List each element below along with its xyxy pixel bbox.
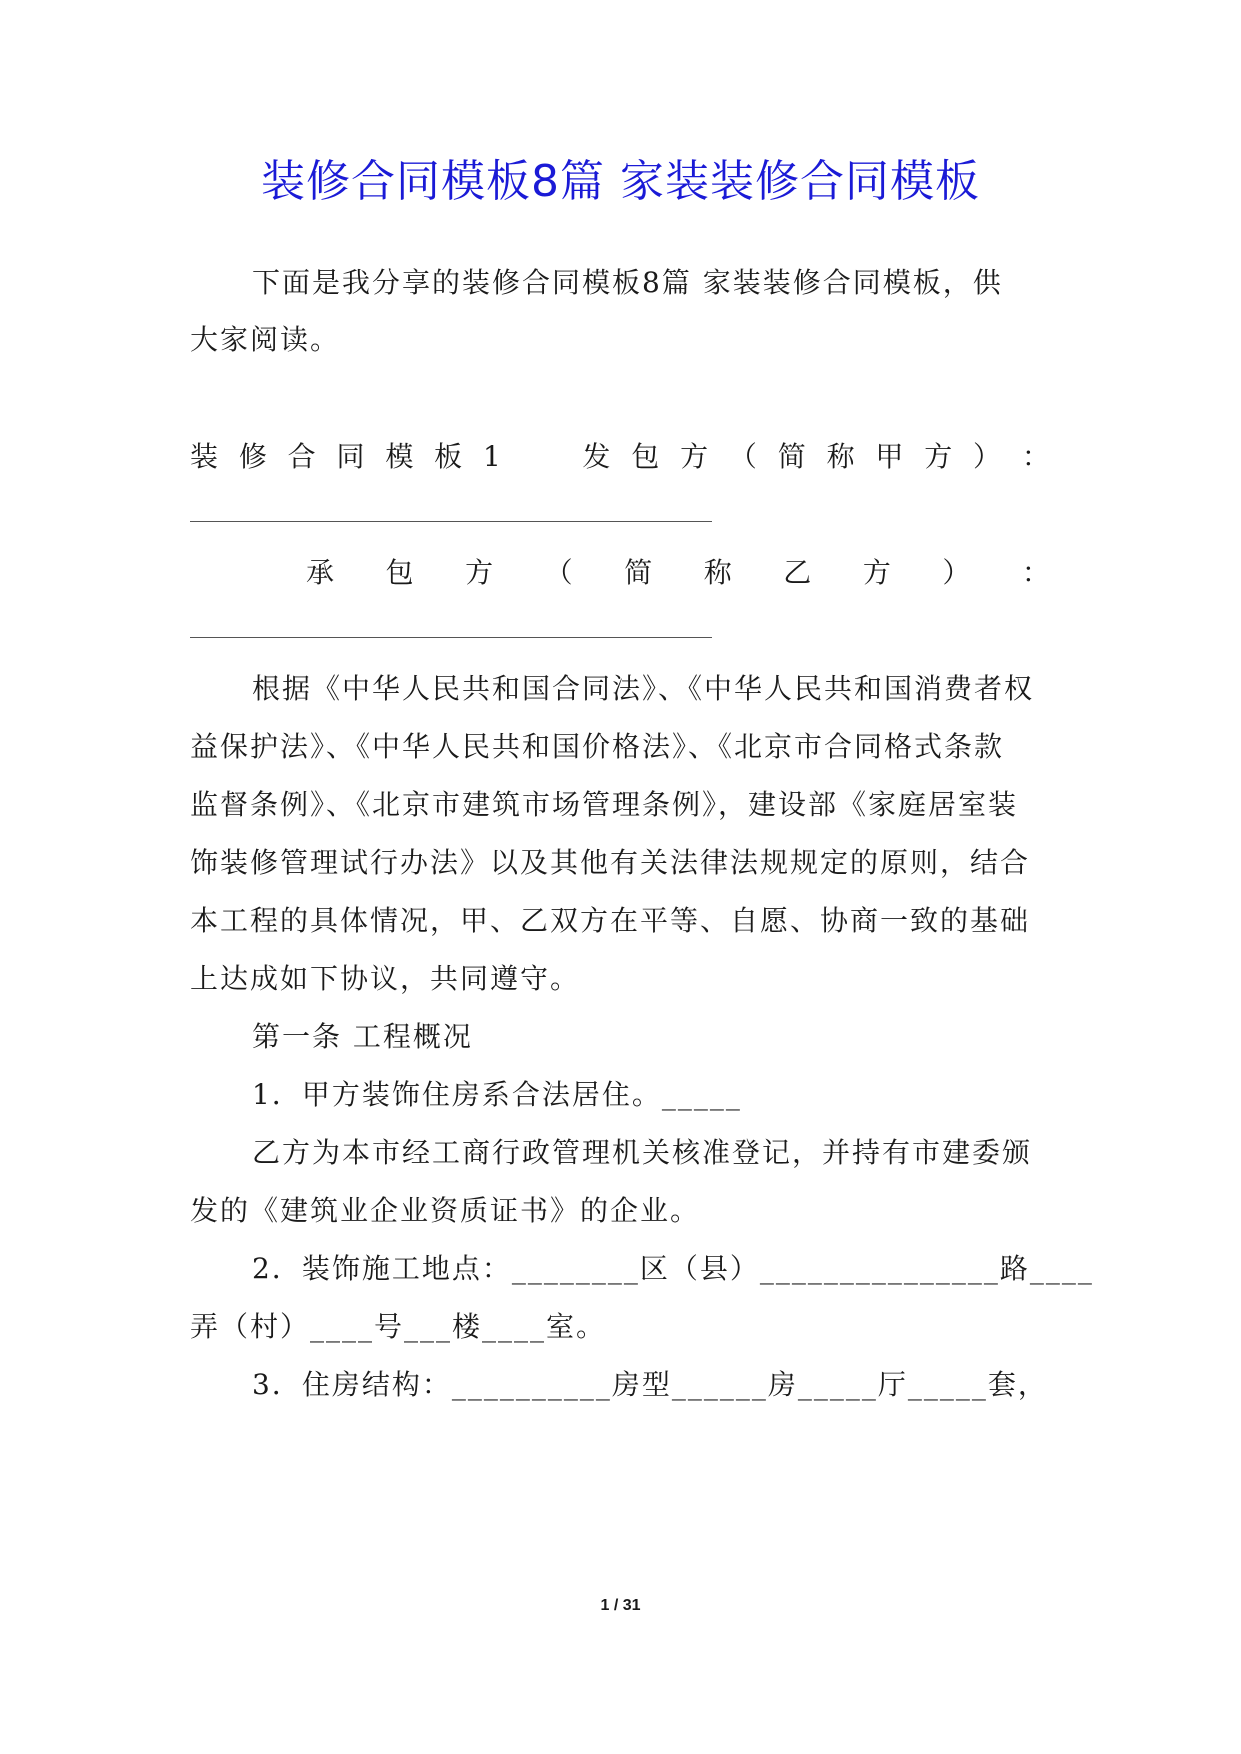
party-a-label-char-9: ： (1021, 440, 1050, 473)
party-a-label-char-7: 方 (924, 440, 953, 473)
party-b-label-char-0: 承 (306, 556, 335, 589)
party-a-label-char-5: 称 (826, 440, 855, 473)
party-b-row (306, 553, 1050, 593)
article-1-heading: 第一条 工程概况 (252, 1020, 473, 1053)
template-heading-char-3: 同 (336, 440, 365, 473)
party-b-blank-line (190, 637, 712, 638)
basis-line-3: 监督条例》、《北京市建筑市场管理条例》，建设部《家庭居室装 (190, 788, 1019, 821)
basis-line-5: 本工程的具体情况，甲、乙双方在平等、自愿、协商一致的基础 (190, 904, 1031, 937)
qualification-line-1: 乙方为本市经工商行政管理机关核准登记，并持有市建委颁 (252, 1136, 1033, 1169)
party-a-blank-line (190, 521, 712, 522)
basis-line-2: 益保护法》、《中华人民共和国价格法》、《北京市合同格式条款 (190, 730, 1005, 763)
party-b-label-char-4: 简 (624, 556, 653, 589)
document-title: 装修合同模板8篇 家装装修合同模板 (261, 156, 980, 207)
template-heading-row (190, 437, 1050, 477)
template-heading-char-5: 板 (434, 440, 463, 473)
party-a-label-char-6: 甲 (875, 440, 904, 473)
intro-line-1: 下面是我分享的装修合同模板8篇 家装装修合同模板，供 (252, 266, 1003, 299)
template-heading-char-4: 模 (385, 440, 414, 473)
item-2-line-2: 弄（村）____号___楼____室。 (190, 1310, 607, 1343)
item-3: 3．住房结构：__________房型______房_____厅_____套， (252, 1368, 1048, 1401)
qualification-line-2: 发的《建筑业企业资质证书》的企业。 (190, 1194, 701, 1227)
party-a-label-char-3: （ (728, 440, 757, 473)
party-a-label-char-4: 简 (777, 440, 806, 473)
item-1: 1．甲方装饰住房系合法居住。_____ (252, 1078, 742, 1111)
template-heading-char-1: 修 (238, 440, 267, 473)
basis-line-4: 饰装修管理试行办法》以及其他有关法律法规规定的原则，结合 (190, 846, 1031, 879)
template-heading-char-6: 1 (482, 440, 501, 473)
party-b-label-char-7: 方 (862, 556, 891, 589)
page-number: 1 / 31 (600, 1597, 641, 1614)
item-2-line-1: 2．装饰施工地点：________区（县）_______________路____ (252, 1252, 1094, 1285)
party-b-label-char-9: ： (1021, 556, 1050, 589)
party-b-label-char-5: 称 (703, 556, 732, 589)
template-heading-char-2: 合 (287, 440, 316, 473)
party-a-label-char-2: 方 (680, 440, 709, 473)
template-heading-gap (522, 437, 562, 477)
template-heading-char-0: 装 (190, 440, 219, 473)
party-a-label-char-8: ） (973, 440, 1002, 473)
party-a-label-char-1: 包 (631, 440, 660, 473)
party-b-label-char-1: 包 (385, 556, 414, 589)
basis-line-1: 根据《中华人民共和国合同法》、《中华人民共和国消费者权 (252, 672, 1035, 705)
party-b-label-char-3: （ (544, 556, 573, 589)
intro-line-2: 大家阅读。 (190, 323, 341, 356)
basis-line-6: 上达成如下协议，共同遵守。 (190, 962, 581, 995)
party-a-label-char-0: 发 (582, 440, 611, 473)
party-b-label-char-8: ） (942, 556, 971, 589)
party-b-label-char-6: 乙 (783, 556, 812, 589)
party-b-label-char-2: 方 (465, 556, 494, 589)
